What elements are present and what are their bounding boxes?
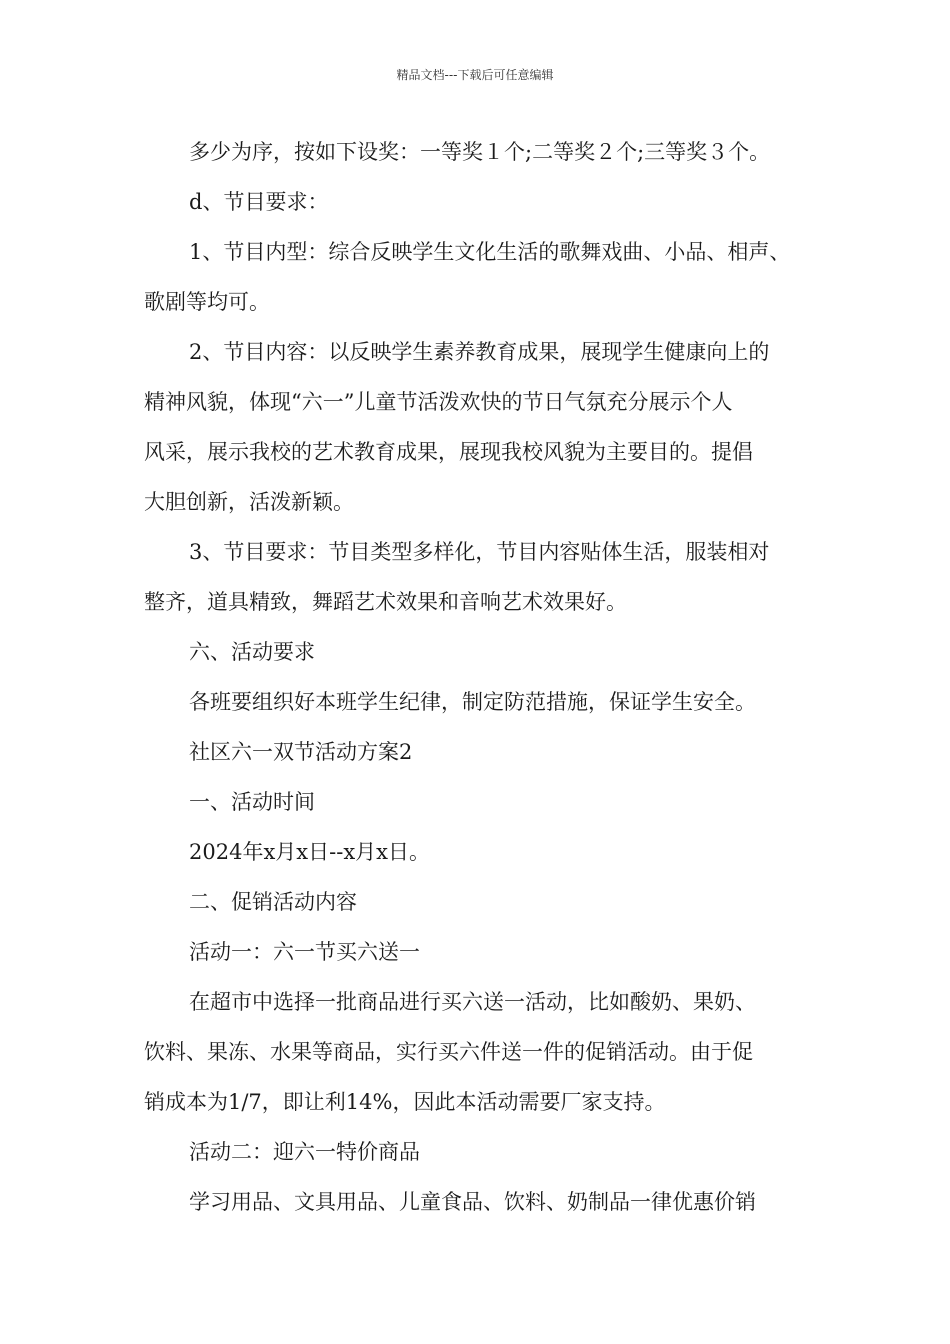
paragraph-line: 学习用品、文具用品、儿童食品、饮料、奶制品一律优惠价销 — [189, 1190, 756, 1214]
page-header: 精品文档---下载后可任意编辑 — [396, 68, 554, 82]
paragraph-line: 整齐，道具精致，舞蹈艺术效果和音响艺术效果好。 — [144, 590, 627, 614]
paragraph-line: 销成本为1/7，即让利14%，因此本活动需要厂家支持。 — [144, 1090, 666, 1114]
paragraph-line: 3、节目要求：节目类型多样化，节目内容贴体生活，服装相对 — [189, 540, 770, 564]
paragraph-line: 歌剧等均可。 — [144, 290, 270, 314]
paragraph-line: 各班要组织好本班学生纪律，制定防范措施，保证学生安全。 — [189, 690, 756, 714]
subsection-heading: 活动一：六一节买六送一 — [189, 940, 420, 964]
paragraph-line: 1、节目内型：综合反映学生文化生活的歌舞戏曲、小品、相声、 — [189, 240, 791, 264]
section-heading: 六、活动要求 — [189, 640, 315, 664]
subsection-heading: 活动二：迎六一特价商品 — [189, 1140, 420, 1164]
section-heading: 一、活动时间 — [189, 790, 315, 814]
paragraph-line: 在超市中选择一批商品进行买六送一活动，比如酸奶、果奶、 — [189, 990, 756, 1014]
document-title: 社区六一双节活动方案2 — [189, 740, 413, 764]
paragraph-line: 2024年x月x日--x月x日。 — [189, 840, 431, 864]
paragraph-line: 多少为序，按如下设奖：一等奖１个;二等奖２个;三等奖３个。 — [189, 140, 771, 164]
paragraph-line: 大胆创新，活泼新颖。 — [144, 490, 354, 514]
document-body — [144, 127, 829, 1227]
paragraph-line: 精神风貌，体现“六一”儿童节活泼欢快的节日气氛充分展示个人 — [144, 390, 733, 414]
paragraph-line: 2、节目内容：以反映学生素养教育成果，展现学生健康向上的 — [189, 340, 770, 364]
paragraph-line: 风采，展示我校的艺术教育成果，展现我校风貌为主要目的。提倡 — [144, 440, 753, 464]
paragraph-line: d、节目要求： — [189, 190, 329, 214]
paragraph-line: 饮料、果冻、水果等商品，实行买六件送一件的促销活动。由于促 — [144, 1040, 753, 1064]
section-heading: 二、促销活动内容 — [189, 890, 357, 914]
